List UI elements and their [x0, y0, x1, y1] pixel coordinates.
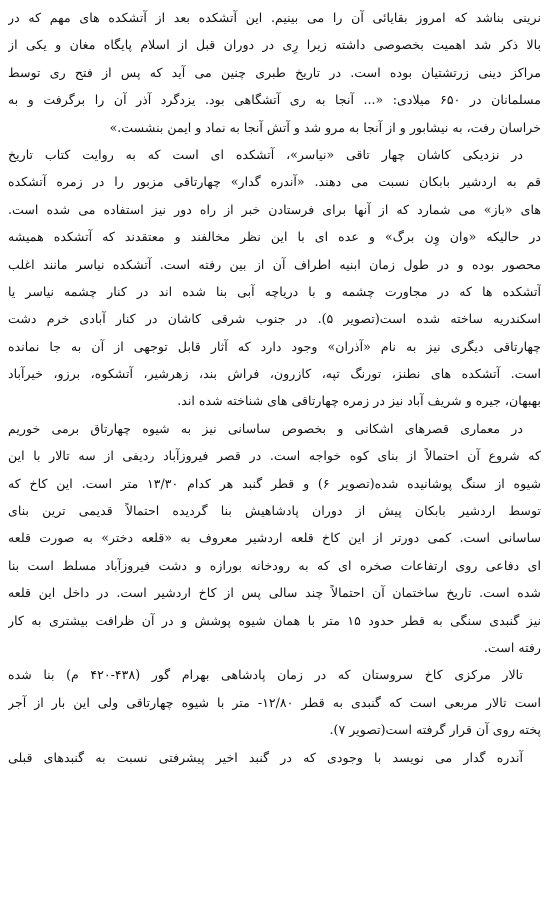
text-line: مراکز دینی زرتشتیان بوده است. در تاریخ طبری چنین می آید که پس از فتح ری توسط [8, 64, 541, 80]
text-line: تالار مرکزی کاخ سروستان که در زمان پادشاهی بهرام گور (۴۳۸-۴۲۰ م) بنا شده [8, 667, 523, 683]
text-line: مسلمانان در ۶۵۰ میلادی: «... آنجا به ری آتشگاهی بود. یزدگرد آذر آن را برگرفت و به [8, 92, 541, 108]
text-line: در نزدیکی کاشان چهار تاقی «نیاسر»، آتشکده ای است که به روایت کتاب تاریخ [8, 146, 523, 162]
text-line: که شروع آن احتمالاً از بنای کوه خواجه است. در قصر فیروزآباد ردیفی از سه تالار با این [8, 448, 541, 464]
text-line: در حالیکه «وان وِن برگ» و عده ای با این نظر مخالفند و معتقدند که آتشکده همیشه [8, 229, 541, 245]
text-line: بالا ذکر شد اهمیت بخصوصی داشته زیرا رِی در دوران قبل از اسلام پایگاه مغان و یکی از [8, 37, 541, 53]
paragraph-rey-fire-temple [8, 4, 541, 141]
paragraph-parthian-sasanian-palaces [8, 415, 541, 662]
paragraph-sarvestan-palace [8, 661, 541, 743]
text-line: توسط اردشیر بابکان پیش از دوران پادشاهیش بنا گردیده احتمالاً قدیمی ترین بنای [8, 503, 541, 519]
text-line: شیوه از سنگ پوشانیده شده(تصویر ۶) و قطر گنبد هر کدام ۱۳/۳۰ متر است. این کاخ که [8, 475, 541, 491]
text-line: پخته روی آن قرار گرفته است(تصویر ۷). [329, 722, 541, 738]
text-line: نیز گنبدی سنگی به قطر حدود ۱۵ متر با همان شیوه پوشش و در آن ظرافت بیشتری به کار [8, 612, 541, 628]
text-line: محصور بوده و در طول زمان ابنیه اطراف آن از بین رفته است. آتشکده نیاسر مانند اغلب [8, 256, 541, 272]
text-line: آندره گدار می نویسد با وجودی که در گنبد اخیر پیشرفتی نسبت به گنبدهای قبلی [8, 749, 523, 765]
paragraph-niasar-chahartaqi [8, 141, 541, 415]
text-line: های «باز» می شمارد که از آنها برای فرستادن خبر از راه دور نیز استفاده می شده است. [8, 201, 541, 217]
text-line: قم به اردشیر بابکان نسبت می دهند. «آندره گدار» چهارتاقی مزبور را در زمره آتشکده [8, 174, 541, 190]
paragraph-godard-dome [8, 744, 541, 771]
text-line: شده است. تاریخ ساختمان آن احتمالاً چند سالی پس از کاخ اردشیر است. در داخل این قلعه [8, 585, 541, 601]
text-line: اسکندریه ساخته شده است(تصویر ۵). در جنوب شرقی کاشان در کنار آبادی خرم دشت [8, 311, 541, 327]
text-line: ساسانی است. کمی دورتر از این کاخ قلعه اردشیر معروف به «قلعه دختر» به صورت قلعه [8, 530, 541, 546]
text-line: در معماری قصرهای اشکانی و بخصوص ساسانی نیز به شیوه چهارتاق برمی خوریم [8, 420, 523, 436]
text-line: چهارتاقی دیگری نیز به نام «آذران» وجود دارد که آثار قابل توجهی از آن به جا نمانده [8, 338, 541, 354]
text-line: است تالار مربعی است که گنبدی به قطر ۱۲/۸۰- متر با شیوه چهارتاقی ولی این بار از آجر [8, 694, 541, 710]
text-line: است. آتشکده های نطنز، تورنگ تپه، کازرون، فراش بند، زهرشیر، آتشکوه، برزو، خیرآباد [8, 366, 541, 382]
text-line: آتشکده ها که در مجاورت چشمه و با دریاچه آبی بنا شده اند در کنار چشمه نیاسر یا [8, 283, 541, 299]
text-line: بهبهان، جیره و شریف آباد نیز در زمره چهارتاقی های شناخته شده اند. [177, 393, 541, 409]
text-line: رفته است. [483, 639, 541, 655]
text-line: نرینی بناشد که امروز بقایائی آن را می بینیم. این آتشکده بعد از آتشکده های مهم که در [8, 10, 541, 25]
text-line: ای دفاعی روی ارتفاعات صخره ای که به رودخانه بورازه و دشت فیروزآباد مسلط است بنا [8, 557, 541, 573]
text-line: خراسان رفت، به نیشابور و از آنجا به مرو شد و آتش آنجا به نماد و ایمن بنشست.» [109, 119, 541, 135]
